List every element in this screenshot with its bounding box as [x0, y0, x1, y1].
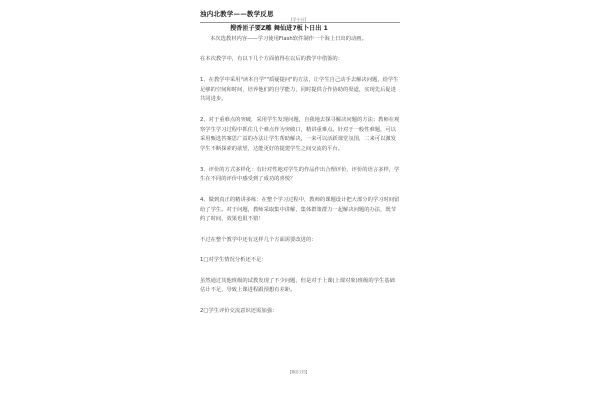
page-footer: 【精品文档】 [288, 370, 309, 374]
small-note: [学小计] [291, 17, 307, 22]
paragraph: 2、对于重难点的突破，采用学生发现问题，自我地去探寻解决问题的方法；教师在观察学生学习过程中抓住几个难点作为突破口，精讲重难点。针对于一般性难题，可以采用甄选答案思广益的办法让学生帮助解决，一来可以活跃课堂氛围，二来可以激发学生不断探索的欲望，达能更好的提建学生之间交流的平台。 [200, 116, 400, 153]
paragraph: 在本次教学中，有以下几个方面值得在以后的教学中借鉴的： [200, 56, 344, 63]
paragraph: 2□学生评价交流意识还需加强： [200, 307, 278, 314]
page-title: 浊内北教学——教学反思 [200, 10, 274, 18]
paragraph: 3、评价的方式多样化：有针对性地对学生的作品作出合理评价，评价的语言多样，学生在不同的评价中感受到了成功的喜悦？ [200, 166, 400, 183]
paragraph: 1□对学生情况分析还不足： [200, 257, 267, 264]
paragraph: 1、在教学中采用"读本自学""质疑提问"的方法，让学生自己动手去解决问题，给学生足够的空间和时间，培养他们的自学能力，同时提供合作协助的渠道，实现先后促进共同进步。 [200, 76, 399, 103]
document-body [200, 35, 400, 327]
document-subtitle: 搜香匝子要Z雕 舞仙进7板卜日出 1 [230, 25, 328, 32]
paragraph-intro: 本次选教材内容——学习使用Flash软件制作一个海上日出的动画。 [210, 36, 367, 42]
paragraph: 不过在整个教学中还有这样几个方面需要改进的： [200, 236, 317, 243]
paragraph: 虽然通过其他班级的试教发现了不少问题，但是对于上课(上课对象)班级的学生基础估计不足，导致上课进程跟预想有差距。 [200, 277, 395, 294]
paragraph: 4、做到真正的精讲多练：在整个学习过程中，教师的课题设计把大部分的学习时间留给了学生。对于问题，教师采取集中讲解，集体群策群力一起解决问题的办法，既节约了时间，效果也很不错！ [200, 196, 400, 223]
